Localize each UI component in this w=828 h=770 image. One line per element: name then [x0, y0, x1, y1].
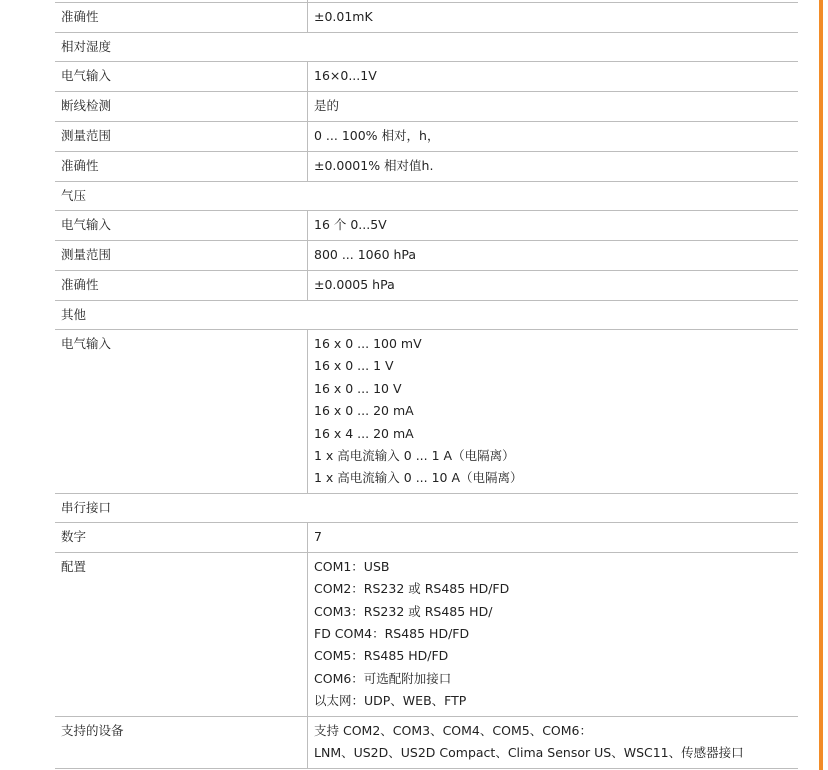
- spec-label: 电气输入: [55, 62, 308, 92]
- spec-label: 测量范围: [55, 122, 308, 152]
- spec-value-line: COM3：RS232 或 RS485 HD/: [314, 603, 493, 619]
- spec-label: 数字: [55, 522, 308, 552]
- spec-value-line: 7: [314, 529, 322, 545]
- spec-value: [308, 330, 799, 494]
- table-row: [55, 716, 798, 768]
- spec-value-line: ±0.0005 hPa: [314, 277, 395, 293]
- section-title: 相对湿度: [55, 33, 798, 62]
- spec-value-line: ±0.01mK: [314, 9, 373, 25]
- spec-value-line: 16 x 4 ... 20 mA: [314, 425, 414, 441]
- spec-label: 准确性: [55, 3, 308, 33]
- section-header-row: [55, 33, 798, 62]
- spec-value: [308, 522, 799, 552]
- spec-label: 准确性: [55, 152, 308, 182]
- spec-value-line: 16 x 0 ... 10 V: [314, 380, 402, 396]
- spec-value: [308, 3, 799, 33]
- spec-value-line: 1 x 高电流输入 0 ... 10 A（电隔离）: [314, 470, 523, 486]
- spec-table-body: [55, 0, 798, 768]
- spec-value-line: 16 x 0 ... 100 mV: [314, 336, 422, 351]
- accent-side-bar: [819, 0, 823, 770]
- section-title: 串行接口: [55, 493, 798, 522]
- table-row: [55, 122, 798, 152]
- spec-table: [55, 0, 798, 769]
- spec-label: 准确性: [55, 271, 308, 301]
- spec-value-line: 以太网：UDP、WEB、FTP: [314, 693, 467, 709]
- section-header-row: [55, 182, 798, 211]
- spec-value-line: 0 ... 100% 相对，h，: [314, 128, 440, 144]
- spec-label: 支持的设备: [55, 716, 308, 768]
- spec-value-line: 800 ... 1060 hPa: [314, 247, 417, 263]
- spec-value-line: ±0.0001% 相对值h.: [314, 158, 434, 174]
- spec-value-line: 16 x 0 ... 1 V: [314, 358, 394, 374]
- spec-value: [308, 62, 799, 92]
- spec-value-line: COM1：USB: [314, 558, 390, 574]
- spec-value: [308, 92, 799, 122]
- spec-label: 测量范围: [55, 241, 308, 271]
- spec-value-line: 1 x 高电流输入 0 ... 1 A（电隔离）: [314, 448, 515, 464]
- spec-value: [308, 211, 799, 241]
- spec-value-line: COM6：可选配附加接口: [314, 670, 452, 686]
- table-row: [55, 62, 798, 92]
- section-header-row: [55, 493, 798, 522]
- spec-value-line: 16 x 0 ... 20 mA: [314, 403, 414, 419]
- spec-value: [308, 122, 799, 152]
- spec-value: [308, 552, 799, 716]
- spec-value: [308, 152, 799, 182]
- spec-label: 电气输入: [55, 330, 308, 494]
- spec-value: [308, 716, 799, 768]
- spec-value-line: 支持 COM2、COM3、COM4、COM5、COM6：: [314, 722, 592, 738]
- spec-label: 电气输入: [55, 211, 308, 241]
- section-title: 气压: [55, 182, 798, 211]
- spec-label: 配置: [55, 552, 308, 716]
- table-row: [55, 3, 798, 33]
- spec-value: [308, 271, 799, 301]
- spec-value-line: COM2：RS232 或 RS485 HD/FD: [314, 581, 510, 597]
- table-row: [55, 330, 798, 494]
- table-row: [55, 152, 798, 182]
- table-row: [55, 271, 798, 301]
- table-row: [55, 552, 798, 716]
- spec-value-line: COM5：RS485 HD/FD: [314, 648, 449, 664]
- spec-value-line: 16 个 0...5V: [314, 217, 387, 233]
- spec-value-line: FD COM4：RS485 HD/FD: [314, 626, 470, 642]
- spec-value: [308, 241, 799, 271]
- table-row: [55, 211, 798, 241]
- table-row: [55, 92, 798, 122]
- table-row: [55, 522, 798, 552]
- spec-value-line: 是的: [314, 98, 340, 114]
- spec-label: 断线检测: [55, 92, 308, 122]
- spec-value-line: 16×0...1V: [314, 68, 377, 84]
- spec-value-line: LNM、US2D、US2D Compact、Clima Sensor US、WSC11、传感器接口: [314, 745, 744, 761]
- section-title: 其他: [55, 301, 798, 330]
- section-header-row: [55, 301, 798, 330]
- table-row: [55, 241, 798, 271]
